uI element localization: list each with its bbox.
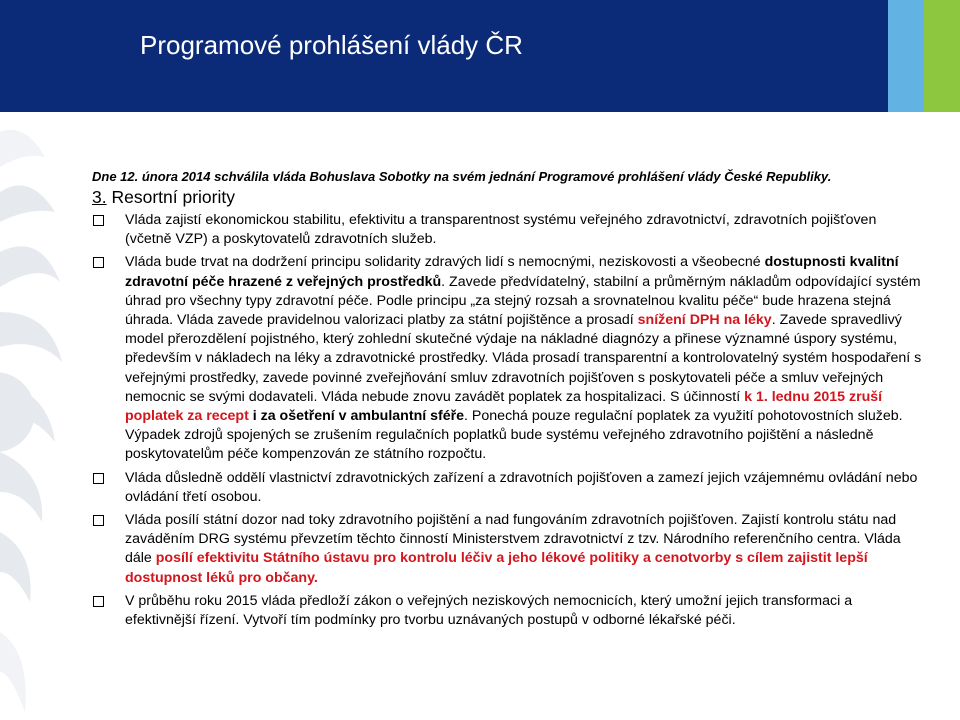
list-item-text: Vláda zajistí ekonomickou stabilitu, efektivitu a transparentnost systému veřejného zdravotnictví, zdravotních pojišťoven (včetně VZP) a poskytovatelů zdravotních služeb. [125, 212, 877, 248]
highlight-text: posílí efektivitu Státního ústavu pro kontrolu léčiv a jeho lékové politiky a cenotvorby s cílem zajistit lepší dostupnost léků pro občany. [125, 550, 868, 586]
header-accent-lightblue [888, 0, 924, 112]
emphasis-text: i za ošetření v ambulantní sféře [248, 408, 465, 425]
intro-text: Dne 12. února 2014 schválila vláda Bohuslava Sobotky na svém jednání Programové prohlášení vlády České Republiky. [92, 169, 832, 184]
slide-body [92, 168, 922, 634]
slide-title: Programové prohlášení vlády ČR [140, 30, 523, 60]
list-item-text: . Zavede spravedlivý model přerozdělení pojistného, který zohlední skutečné výdaje na nákladné diagnózy a přinese významné úspory systému, především v nákladech na léky a zdravotnické prostředky. Vláda prosadí transparentní a kontrolovatelný systém hospodaření s veřejnými prostředky, zavede povinné zveřejňování smluv zdravotních pojišťoven s poskytovateli péče a smluv veřejných nemocnic se svými dodavateli. Vláda nebude znovu zavádět poplatek za hospitalizaci. S účinností [125, 312, 922, 405]
section-number: 3. [92, 187, 107, 207]
highlight-text: snížení DPH na léky [637, 312, 772, 329]
checkbox-bullet-icon [93, 596, 104, 607]
emphasis-text: dostupnosti kvalitní zdravotní péče hrazené z veřejných prostředků [125, 254, 899, 290]
list-item-text: . Ponechá pouze regulační poplatek za využití pohotovostních služeb. Výpadek zdrojů spojených se zrušením regulačních poplatků bude systému veřejného zdravotního pojištění a následně poskytovatelům péče kompenzován ze státního rozpočtu. [125, 408, 903, 463]
list-item-text: Vláda posílí státní dozor nad toky zdravotního pojištění a nad fungováním zdravotních pojišťoven. Zajistí kontrolu státu nad zaváděním DRG systému převzetím těchto činností Ministerstvem zdravotnictví z tzv. Národního referenčního centra. Vláda dále [125, 512, 901, 567]
decorative-sun-motif [0, 112, 80, 720]
section-title: Resortní priority [111, 187, 235, 207]
list-item-text: . Zavede předvídatelný, stabilní a průměrným nákladům odpovídající systém úhrad pro všechny typy zdravotní péče. Podle principu „za stejný rozsah a srovnatelnou kvalitu péče“ bude hrazena stejná úhrada. Vláda zavede pravidelnou valorizaci platby za státní pojištěnce a prosadí [125, 273, 921, 329]
checkbox-bullet-icon [93, 257, 104, 268]
list-item [92, 253, 922, 464]
list-item-text: Vláda důsledně oddělí vlastnictví zdravotnických zařízení a zdravotních pojišťoven a zamezí jejich vzájemnému ovládání nebo ovládání třetí osobou. [125, 469, 918, 505]
priority-list [92, 211, 922, 630]
list-item [92, 469, 922, 507]
list-item-text: V průběhu roku 2015 vláda předloží zákon o veřejných neziskových nemocnicích, který umožní jejich transformaci a efektivnější řízení. Vytvoří tím podmínky pro tvorbu uznávaných postupů v odborné lékařské péči. [125, 592, 853, 629]
checkbox-bullet-icon [93, 473, 104, 484]
list-item [92, 511, 922, 588]
list-item-text: Vláda bude trvat na dodržení principu solidarity zdravých lidí s nemocnými, neziskovosti a všeobecné [125, 254, 765, 271]
section-heading [92, 187, 922, 207]
slide-header [0, 0, 960, 112]
header-accent-green [924, 0, 960, 112]
list-item [92, 592, 922, 630]
list-item [92, 211, 922, 249]
highlight-text: k 1. lednu 2015 zruší poplatek za recept [125, 388, 883, 425]
checkbox-bullet-icon [93, 215, 104, 226]
checkbox-bullet-icon [93, 515, 104, 526]
